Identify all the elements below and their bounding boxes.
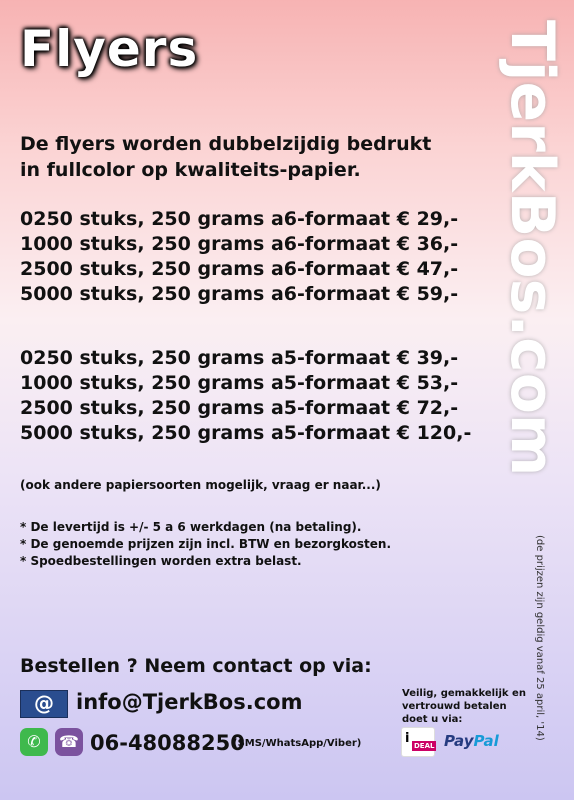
whatsapp-icon: ✆ [20,728,48,756]
note-item: * De levertijd is +/- 5 a 6 werkdagen (na betaling). [20,520,362,534]
validity-note: (de prijzen zijn geldig vanaf 25 april, '14) [534,535,545,741]
note-item: * Spoedbestellingen worden extra belast. [20,554,302,568]
price-item: 1000 stuks, 250 grams a6-formaat € 36,- [20,233,459,255]
phone-number[interactable]: 06-48088250 [90,731,245,755]
ideal-badge: DEAL [414,742,435,750]
page-title: Flyers [20,20,199,78]
payment-line: vertrouwd betalen [402,701,507,712]
price-item: 0250 stuks, 250 grams a5-formaat € 39,- [20,347,459,369]
price-item: 1000 stuks, 250 grams a5-formaat € 53,- [20,372,459,394]
payment-text [402,687,532,726]
viber-icon: ☎ [55,728,83,756]
phone-note: (SMS/WhatsApp/Viber) [233,738,362,749]
price-list-a6 [20,207,458,307]
paypal-pal: Pal [473,732,499,750]
price-item: 2500 stuks, 250 grams a5-formaat € 72,- [20,397,459,419]
notes-list [20,519,391,570]
intro-line: De flyers worden dubbelzijdig bedrukt [20,133,432,155]
brand-vertical: TjerkBos.com [497,20,567,477]
paypal-logo [444,732,499,750]
other-papers-note: (ook andere papiersoorten mogelijk, vraag er naar...) [20,478,381,492]
payment-line: Veilig, gemakkelijk en [402,688,526,699]
intro-line: in fullcolor op kwaliteits-papier. [20,159,361,181]
email-link[interactable]: info@TjerkBos.com [76,690,303,714]
price-item: 0250 stuks, 250 grams a6-formaat € 29,- [20,208,459,230]
ideal-logo [401,727,435,757]
price-item: 2500 stuks, 250 grams a6-formaat € 47,- [20,258,459,280]
contact-heading: Bestellen ? Neem contact op via: [20,655,372,677]
note-item: * De genoemde prijzen zijn incl. BTW en bezorgkosten. [20,537,392,551]
price-item: 5000 stuks, 250 grams a6-formaat € 59,- [20,283,459,305]
payment-line: doet u via: [402,714,463,725]
paypal-pay: Pay [444,732,474,750]
email-icon: @ [20,690,68,718]
ideal-i-glyph: i [405,731,410,746]
intro-text [20,131,431,183]
price-list-a5 [20,346,471,446]
price-item: 5000 stuks, 250 grams a5-formaat € 120,- [20,422,472,444]
